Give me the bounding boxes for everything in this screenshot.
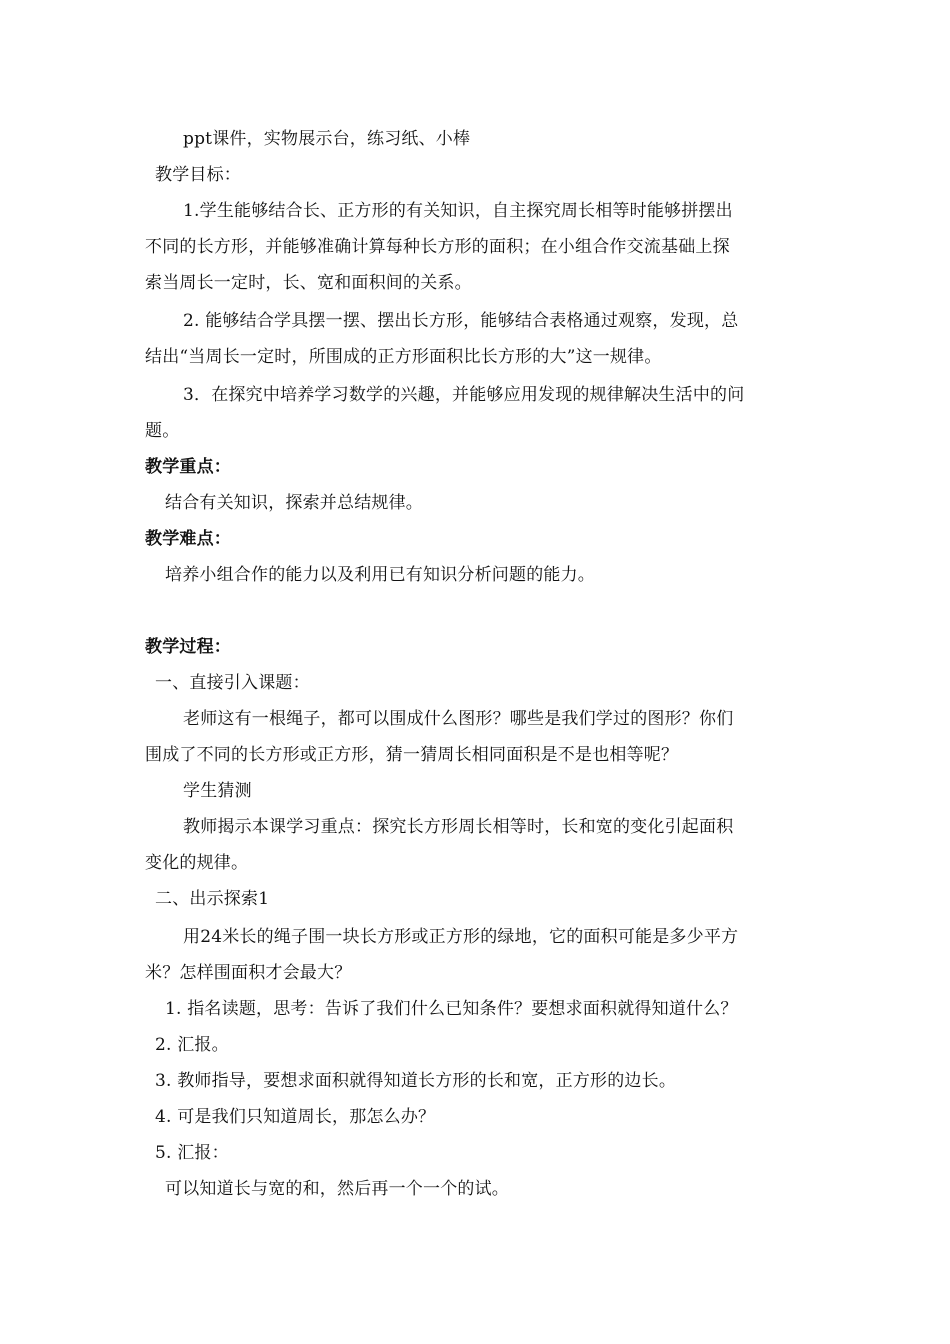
objective-1-line-3: 索当周长一定时，长、宽和面积间的关系。 [145, 273, 472, 293]
step-4: 4. 可是我们只知道周长，那怎么办？ [155, 1107, 436, 1127]
section-2-heading: 二、出示探索1 [155, 889, 270, 909]
key-points-text: 结合有关知识，探索并总结规律。 [165, 493, 423, 513]
objective-1-line-2: 不同的长方形，并能够准确计算每种长方形的面积；在小组合作交流基础上探 [145, 237, 730, 257]
objective-3-line-2: 题。 [145, 421, 180, 441]
process-heading: 教学过程： [145, 637, 231, 657]
section-2-paragraph-1-line-1: 用24米长的绳子围一块长方形或正方形的绿地，它的面积可能是多少平方 [183, 927, 739, 947]
section-1-paragraph-3-line-1: 教师揭示本课学习重点：探究长方形周长相等时，长和宽的变化引起面积 [183, 817, 734, 837]
step-5: 5. 汇报： [155, 1143, 229, 1163]
objectives-heading: 教学目标： [155, 165, 241, 185]
section-1-paragraph-1-line-1: 老师这有一根绳子，都可以围成什么图形？哪些是我们学过的图形？你们 [183, 709, 734, 729]
step-2: 2. 汇报。 [155, 1035, 229, 1055]
difficulty-text: 培养小组合作的能力以及利用已有知识分析问题的能力。 [165, 565, 595, 585]
section-1-paragraph-2: 学生猜测 [183, 781, 252, 801]
objective-3-line-1: 3．在探究中培养学习数学的兴趣，并能够应用发现的规律解决生活中的问 [183, 385, 745, 405]
final-line: 可以知道长与宽的和，然后再一个一个的试。 [165, 1179, 509, 1199]
key-points-heading: 教学重点： [145, 457, 231, 477]
materials-line: ppt课件，实物展示台，练习纸、小棒 [183, 129, 471, 149]
difficulty-heading: 教学难点： [145, 529, 231, 549]
objective-2-line-2: 结出“当周长一定时，所围成的正方形面积比长方形的大”这一规律。 [145, 347, 662, 367]
section-1-paragraph-1-line-2: 围成了不同的长方形或正方形，猜一猜周长相同面积是不是也相等呢？ [145, 745, 679, 765]
step-1: 1. 指名读题，思考：告诉了我们什么已知条件？要想求面积就得知道什么？ [165, 999, 738, 1019]
section-1-paragraph-3-line-2: 变化的规律。 [145, 853, 249, 873]
objective-2-line-1: 2. 能够结合学具摆一摆、摆出长方形，能够结合表格通过观察，发现，总 [183, 311, 739, 331]
objective-1-line-1: 1.学生能够结合长、正方形的有关知识，自主探究周长相等时能够拼摆出 [183, 201, 733, 221]
section-1-heading: 一、直接引入课题： [155, 673, 310, 693]
step-3: 3. 教师指导，要想求面积就得知道长方形的长和宽，正方形的边长。 [155, 1071, 677, 1091]
section-2-paragraph-1-line-2: 米？怎样围面积才会最大？ [145, 963, 352, 983]
